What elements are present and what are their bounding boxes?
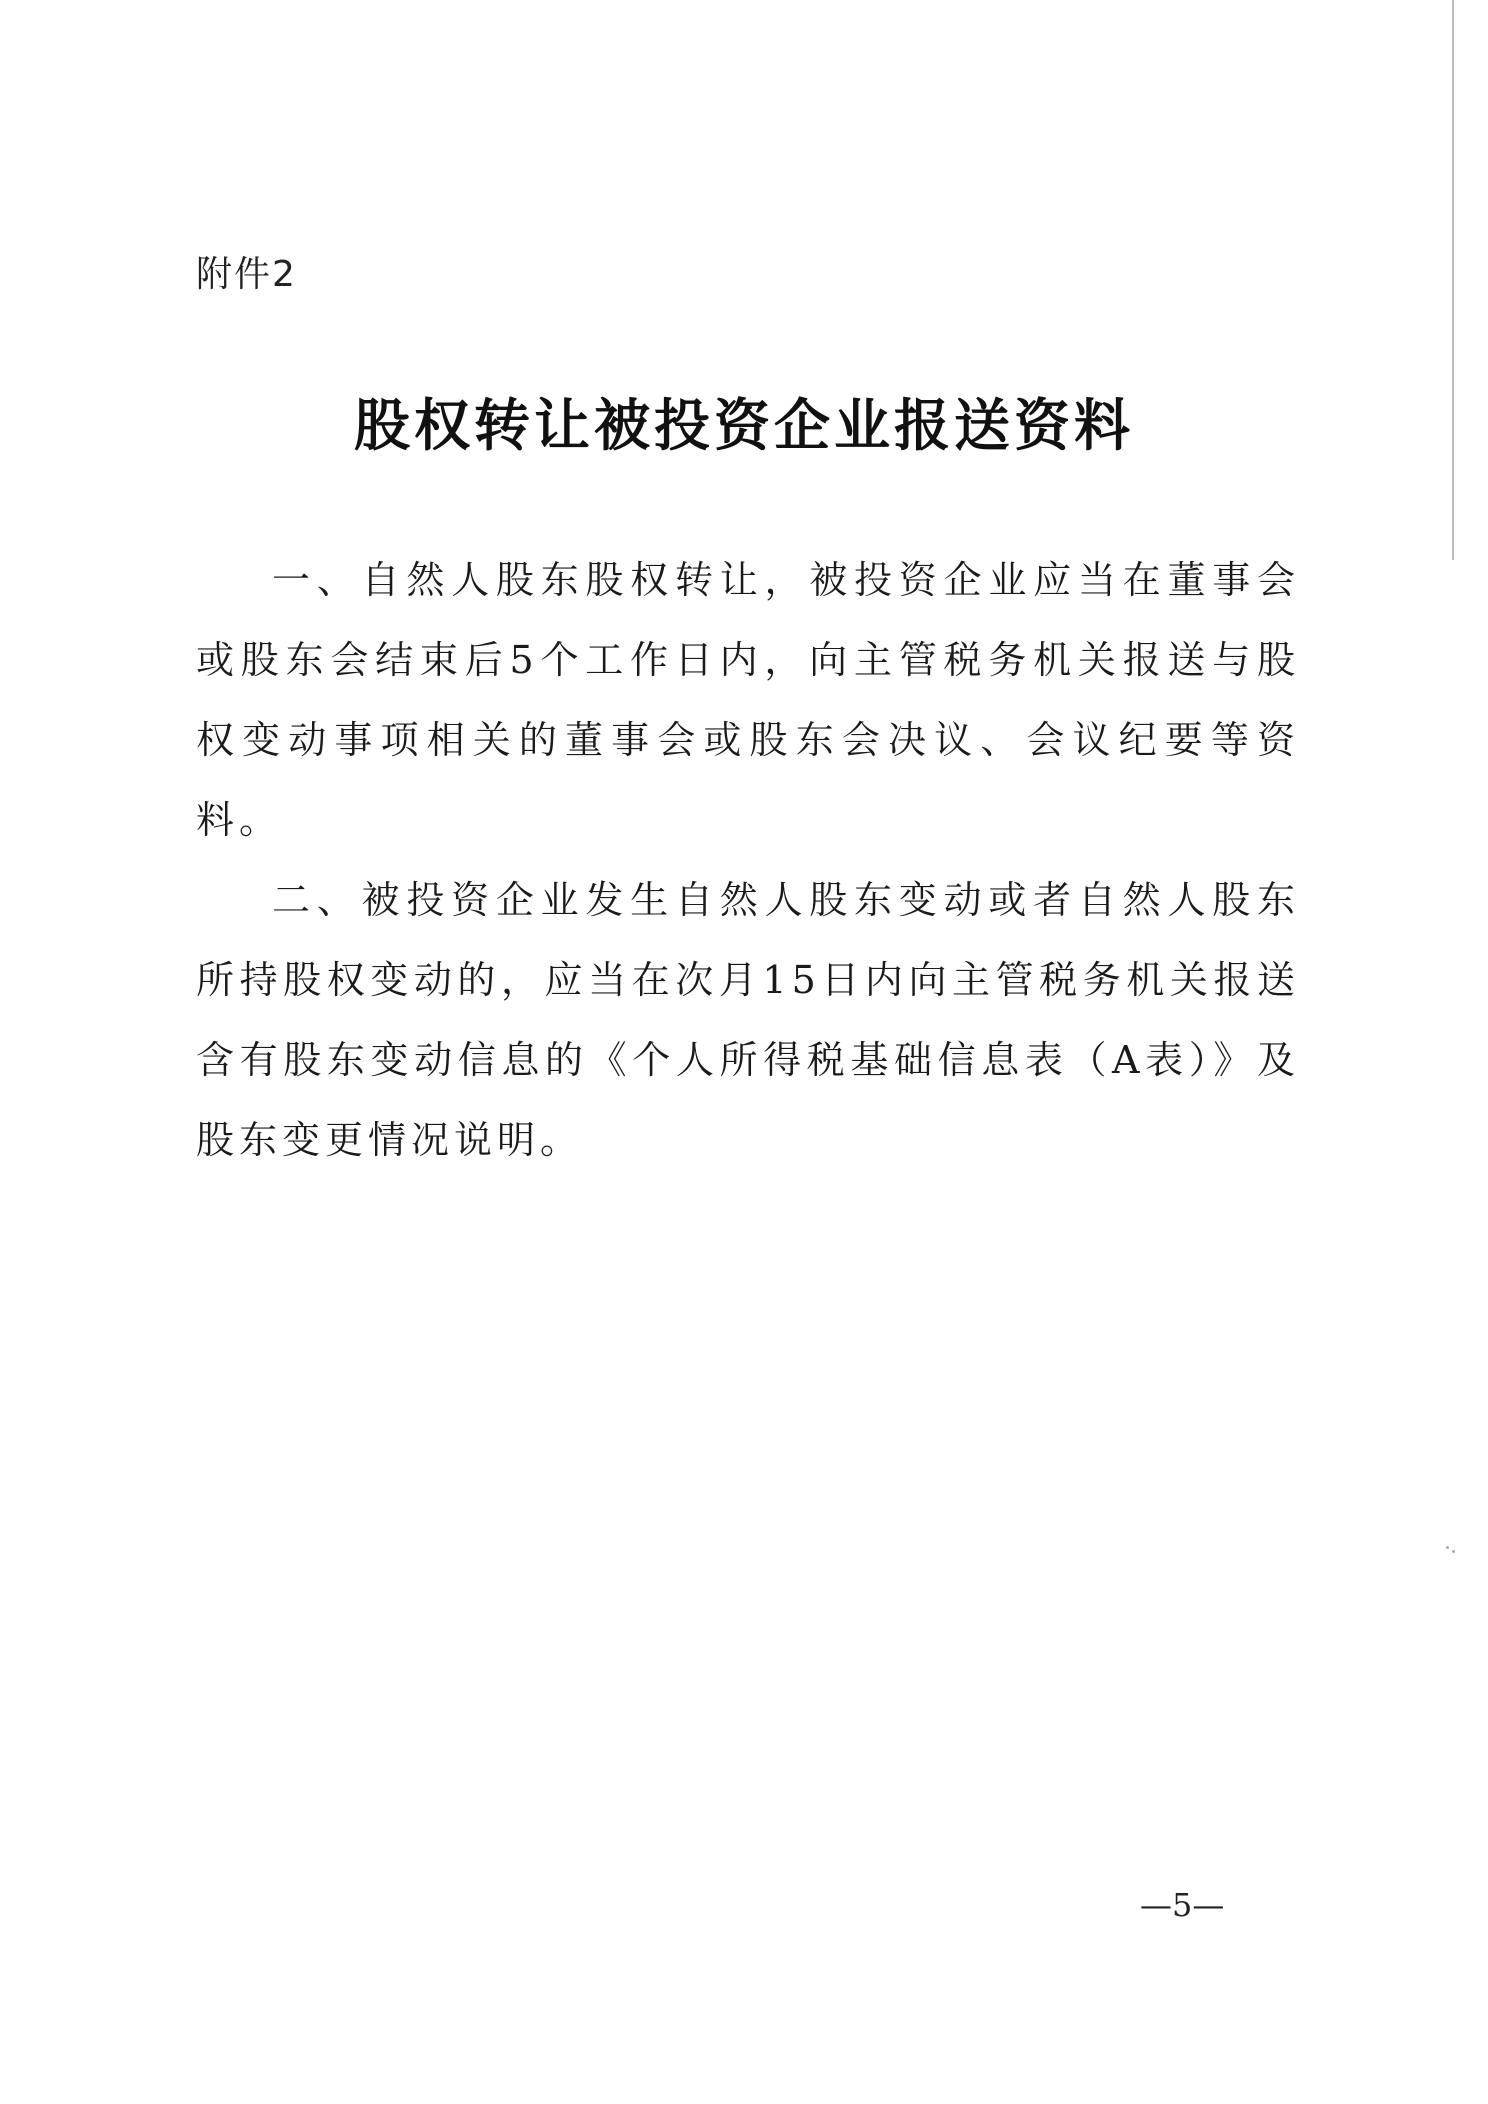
- scan-speck: [1452, 1550, 1455, 1553]
- page-number: —5—: [1140, 1886, 1225, 1924]
- document-title: 股权转让被投资企业报送资料: [354, 394, 1134, 459]
- scan-speck: [1446, 1546, 1449, 1549]
- attachment-label: 附件2: [196, 254, 297, 295]
- document-body: [196, 540, 1300, 1180]
- paragraph-1: 一、自然人股东股权转让，被投资企业应当在董事会或股东会结束后5个工作日内，向主管税务机关报送与股权变动事项相关的董事会或股东会决议、会议纪要等资料。: [196, 558, 1300, 842]
- paragraph-2: 二、被投资企业发生自然人股东变动或者自然人股东所持股权变动的，应当在次月15日内向主管税务机关报送含有股东变动信息的《个人所得税基础信息表（A表）》及股东变更情况说明。: [196, 878, 1300, 1162]
- scan-edge-line: [1452, 0, 1454, 560]
